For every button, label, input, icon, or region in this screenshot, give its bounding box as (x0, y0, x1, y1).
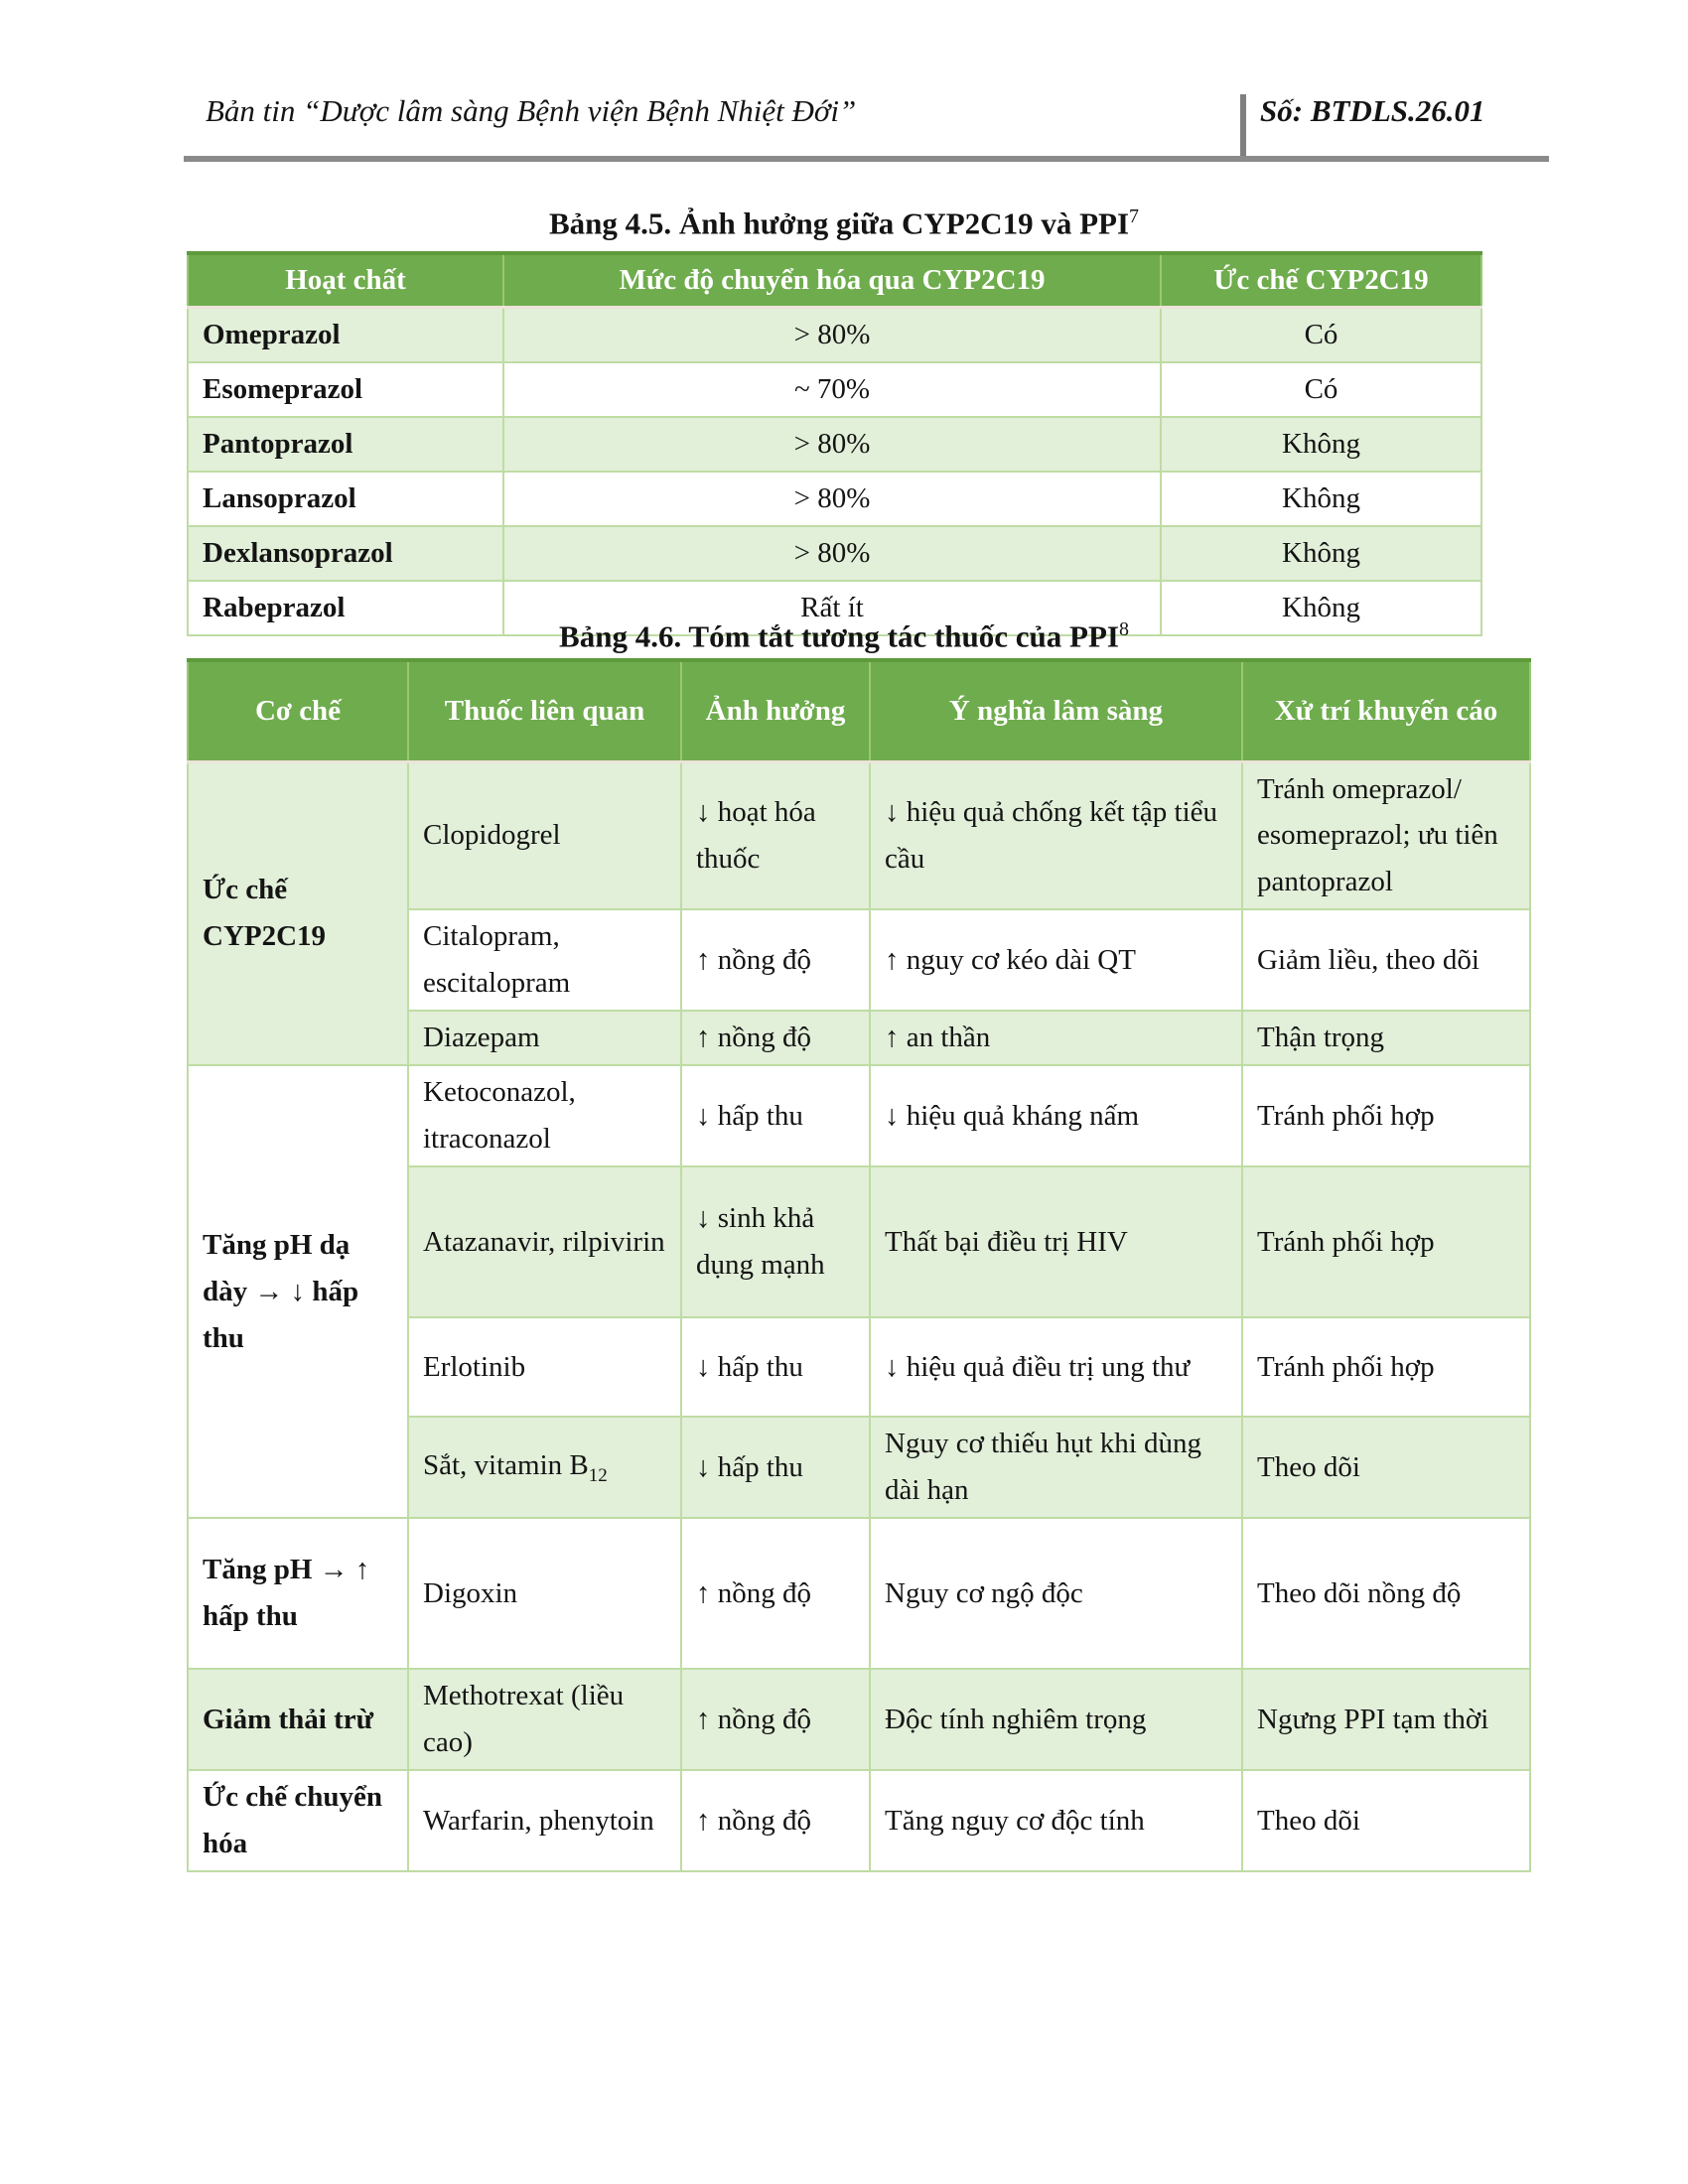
inhibit-value: Không (1161, 417, 1481, 472)
mechanism-group: Tăng pH dạ dày → ↓ hấp thu (188, 1065, 408, 1518)
col-header-uc-che: Ức chế CYP2C19 (1161, 253, 1481, 307)
action-value: Theo dõi (1242, 1417, 1530, 1518)
effect-value: ↓ hấp thu (681, 1317, 870, 1417)
significance-value: Thất bại điều trị HIV (870, 1166, 1242, 1317)
drug-name: Digoxin (408, 1518, 681, 1669)
metabolism-value: > 80% (503, 307, 1161, 361)
drug-name: Omeprazol (188, 307, 503, 361)
header-vertical-divider (1240, 94, 1246, 160)
inhibit-value: Có (1161, 307, 1481, 361)
drug-name: Rabeprazol (188, 581, 503, 635)
table-row (188, 472, 1481, 526)
action-value: Thận trọng (1242, 1011, 1530, 1065)
table-row (188, 307, 1481, 361)
significance-value: ↓ hiệu quả kháng nấm (870, 1065, 1242, 1166)
metabolism-value: Rất ít (503, 581, 1161, 635)
newsletter-title: Bản tin “Dược lâm sàng Bệnh viện Bệnh Nhiệt Đới” (206, 93, 857, 128)
table-row (188, 362, 1481, 417)
inhibit-value: Không (1161, 472, 1481, 526)
col-header-hoat-chat: Hoạt chất (188, 253, 503, 307)
drug-name: Clopidogrel (408, 761, 681, 909)
significance-value: Độc tính nghiêm trọng (870, 1669, 1242, 1770)
drug-name: Methotrexat (liều cao) (408, 1669, 681, 1770)
table-row (188, 526, 1481, 581)
table-row (188, 1669, 1530, 1770)
table-row (188, 1770, 1530, 1871)
header-rule (184, 156, 1549, 162)
table-row (188, 417, 1481, 472)
action-value: Tránh omeprazol/ esomeprazol; ưu tiên pantoprazol (1242, 761, 1530, 909)
drug-name: Erlotinib (408, 1317, 681, 1417)
mechanism-group: Ức chế chuyển hóa (188, 1770, 408, 1871)
inhibit-value: Có (1161, 362, 1481, 417)
table-row (188, 1518, 1530, 1669)
action-value: Giảm liều, theo dõi (1242, 909, 1530, 1011)
col-header-anh-huong: Ảnh hưởng (681, 660, 870, 761)
significance-value: ↑ nguy cơ kéo dài QT (870, 909, 1242, 1011)
col-header-xu-tri: Xử trí khuyến cáo (1242, 660, 1530, 761)
inhibit-value: Không (1161, 581, 1481, 635)
table-row (188, 761, 1530, 909)
metabolism-value: > 80% (503, 417, 1161, 472)
effect-value: ↑ nồng độ (681, 1669, 870, 1770)
table45-title-text: Bảng 4.5. Ảnh hưởng giữa CYP2C19 và PPI (548, 205, 1130, 241)
issue-number: Số: BTDLS.26.01 (1260, 93, 1485, 128)
drug-name: Lansoprazol (188, 472, 503, 526)
effect-value: ↑ nồng độ (681, 909, 870, 1011)
drug-name: Atazanavir, rilpivirin (408, 1166, 681, 1317)
effect-value: ↓ hoạt hóa thuốc (681, 761, 870, 909)
col-header-y-nghia: Ý nghĩa lâm sàng (870, 660, 1242, 761)
table46-title-text: Bảng 4.6. Tóm tắt tương tác thuốc của PPI (559, 618, 1119, 654)
metabolism-value: > 80% (503, 526, 1161, 581)
col-header-muc-do: Mức độ chuyển hóa qua CYP2C19 (503, 253, 1161, 307)
metabolism-value: > 80% (503, 472, 1161, 526)
col-header-co-che: Cơ chế (188, 660, 408, 761)
table-header-row (188, 253, 1481, 307)
table46-title-footnote: 8 (1118, 618, 1129, 640)
drug-name: Citalopram, escitalopram (408, 909, 681, 1011)
drug-name-subscript: 12 (588, 1465, 608, 1487)
drug-name-text: Sắt, vitamin B (423, 1449, 589, 1482)
table-row (188, 1065, 1530, 1166)
drug-name: Esomeprazol (188, 362, 503, 417)
col-header-thuoc: Thuốc liên quan (408, 660, 681, 761)
inhibit-value: Không (1161, 526, 1481, 581)
action-value: Tránh phối hợp (1242, 1065, 1530, 1166)
table45-title (187, 205, 1501, 242)
table-ppi-interactions (187, 658, 1531, 1872)
drug-name (408, 1417, 681, 1518)
table45-title-footnote: 7 (1129, 205, 1140, 227)
drug-name: Pantoprazol (188, 417, 503, 472)
table-header-row (188, 660, 1530, 761)
action-value: Tránh phối hợp (1242, 1166, 1530, 1317)
action-value: Ngưng PPI tạm thời (1242, 1669, 1530, 1770)
drug-name: Dexlansoprazol (188, 526, 503, 581)
effect-value: ↓ hấp thu (681, 1417, 870, 1518)
effect-value: ↓ sinh khả dụng mạnh (681, 1166, 870, 1317)
effect-value: ↑ nồng độ (681, 1770, 870, 1871)
action-value: Theo dõi nồng độ (1242, 1518, 1530, 1669)
metabolism-value: ~ 70% (503, 362, 1161, 417)
drug-name: Diazepam (408, 1011, 681, 1065)
mechanism-group: Ức chế CYP2C19 (188, 761, 408, 1065)
mechanism-group: Tăng pH → ↑ hấp thu (188, 1518, 408, 1669)
drug-name: Warfarin, phenytoin (408, 1770, 681, 1871)
table46-title (187, 617, 1501, 655)
significance-value: ↓ hiệu quả chống kết tập tiểu cầu (870, 761, 1242, 909)
significance-value: ↓ hiệu quả điều trị ung thư (870, 1317, 1242, 1417)
effect-value: ↑ nồng độ (681, 1011, 870, 1065)
action-value: Theo dõi (1242, 1770, 1530, 1871)
effect-value: ↑ nồng độ (681, 1518, 870, 1669)
drug-name: Ketoconazol, itraconazol (408, 1065, 681, 1166)
mechanism-group: Giảm thải trừ (188, 1669, 408, 1770)
table-cyp2c19-ppi (187, 251, 1482, 636)
significance-value: Tăng nguy cơ độc tính (870, 1770, 1242, 1871)
significance-value: ↑ an thần (870, 1011, 1242, 1065)
significance-value: Nguy cơ ngộ độc (870, 1518, 1242, 1669)
effect-value: ↓ hấp thu (681, 1065, 870, 1166)
significance-value: Nguy cơ thiếu hụt khi dùng dài hạn (870, 1417, 1242, 1518)
action-value: Tránh phối hợp (1242, 1317, 1530, 1417)
